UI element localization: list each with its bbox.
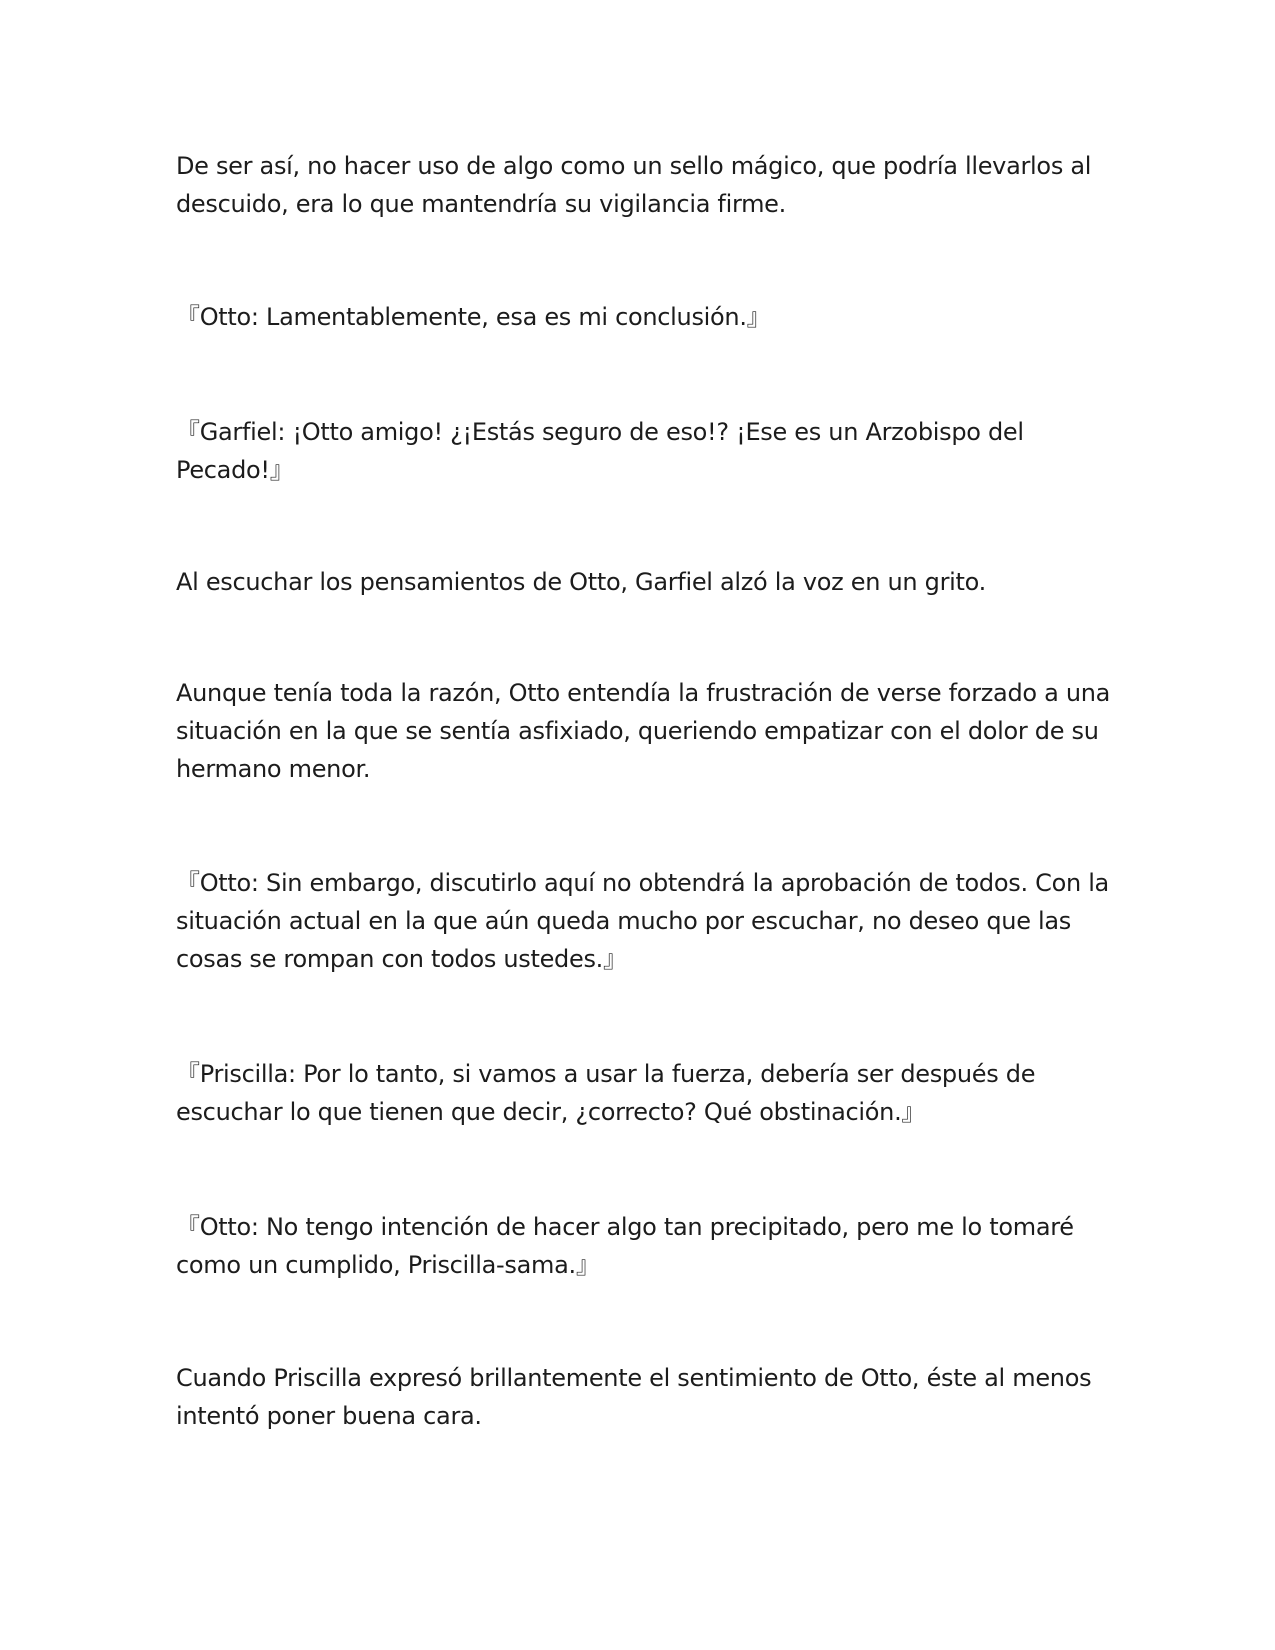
dialogue-otto: 『Otto: Sin embargo, discutirlo aquí no obtendrá la aprobación de todos. Con la situación actual en la que aún queda mucho por escuchar, no deseo que las cosas se rompan con todos ustedes.』 [176, 869, 1109, 973]
dialogue-priscilla: 『Priscilla: Por lo tanto, si vamos a usar la fuerza, debería ser después de escuchar lo que tienen que decir, ¿correcto? Qué obstinación.』 [176, 1060, 1036, 1126]
dialogue-otto: 『Otto: No tengo intención de hacer algo tan precipitado, pero me lo tomaré como un cumplido, Priscilla-sama.』 [176, 1213, 1074, 1279]
narration-paragraph: De ser así, no hacer uso de algo como un sello mágico, que podría llevarlos al descuido, era lo que mantendría su vigilancia firme. [176, 152, 1092, 218]
narration-paragraph: Al escuchar los pensamientos de Otto, Garfiel alzó la voz en un grito. [176, 568, 986, 596]
narration-paragraph: Aunque tenía toda la razón, Otto entendía la frustración de verse forzado a una situación en la que se sentía asfixiado, queriendo empatizar con el dolor de su hermano menor. [176, 679, 1111, 783]
narration-paragraph: Cuando Priscilla expresó brillantemente el sentimiento de Otto, éste al menos intentó poner buena cara. [176, 1364, 1092, 1430]
dialogue-otto: 『Otto: Lamentablemente, esa es mi conclusión.』 [176, 303, 771, 331]
dialogue-garfiel: 『Garfiel: ¡Otto amigo! ¿¡Estás seguro de eso!? ¡Ese es un Arzobispo del Pecado!』 [176, 418, 1024, 484]
